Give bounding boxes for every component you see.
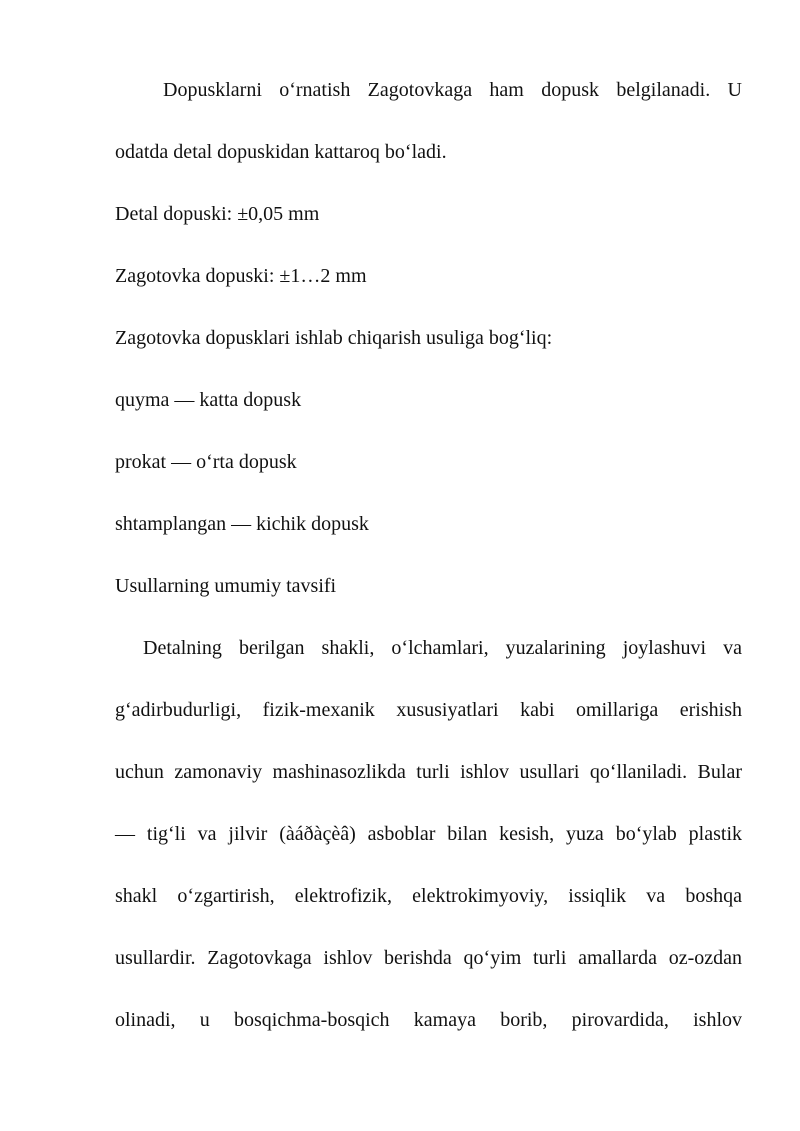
list-item-rolled: prokat — o‘rta dopusk	[115, 451, 297, 473]
paragraph-line-7: shakl o‘zgartirish, elektrofizik, elektrokimyoviy, issiqlik va boshqa	[115, 885, 742, 907]
detail-tolerance-line: Detal dopuski: ±0,05 mm	[115, 203, 320, 225]
paragraph-line-9: olinadi, u bosqichma-bosqich kamaya borib, pirovardida, ishlov	[115, 1009, 742, 1031]
list-item-casting: quyma — katta dopusk	[115, 389, 302, 411]
paragraph-line-2: odatda detal dopuskidan kattaroq bo‘ladi.	[115, 141, 447, 163]
list-item-stamped: shtamplangan — kichik dopusk	[115, 513, 369, 535]
paragraph-line-6: — tig‘li va jilvir (àáðàçèâ) asboblar bilan kesish, yuza bo‘ylab plastik	[115, 823, 742, 845]
paragraph-line-4: g‘adirbudurligi, fizik-mexanik xususiyatlari kabi omillariga erishish	[115, 699, 742, 721]
blank-tolerance-line: Zagotovka dopuski: ±1…2 mm	[115, 265, 367, 287]
paragraph-line-3: Detalning berilgan shakli, o‘lchamlari, yuzalarining joylashuvi va	[143, 637, 742, 659]
tolerance-dependency-line: Zagotovka dopusklari ishlab chiqarish usuliga bog‘liq:	[115, 327, 553, 349]
paragraph-line-5: uchun zamonaviy mashinasozlikda turli ishlov usullari qo‘llaniladi. Bular	[115, 761, 742, 783]
paragraph-line-8: usullardir. Zagotovkaga ishlov berishda qo‘yim turli amallarda oz-ozdan	[115, 947, 742, 969]
paragraph-line-1: Dopusklarni o‘rnatish Zagotovkaga ham dopusk belgilanadi. U	[163, 79, 742, 101]
section-heading: Usullarning umumiy tavsifi	[115, 575, 337, 597]
